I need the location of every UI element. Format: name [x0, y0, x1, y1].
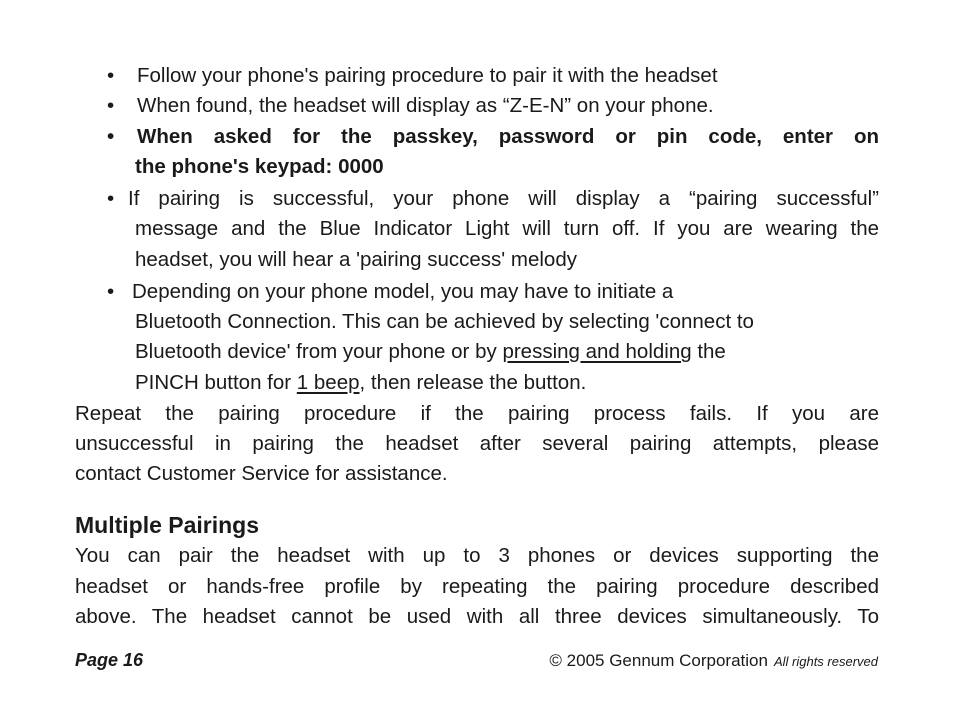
bullet-5-line-1: Depending on your phone model, you may have to initiate a	[132, 280, 674, 303]
page-number: Page 16	[75, 650, 144, 670]
bullet-marker: •	[107, 94, 115, 117]
bullet-3-line-1: When asked for the passkey, password or pin code, enter on	[137, 125, 879, 148]
bullet-3-line-2: the phone's keypad: 0000	[135, 155, 384, 178]
underlined-phrase: pressing and holding	[502, 340, 692, 363]
bullet-marker: •	[107, 187, 115, 210]
section-heading: Multiple Pairings	[75, 512, 260, 538]
bullet-2-text: When found, the headset will display as “Z-E-N” on your phone.	[137, 94, 714, 117]
repeat-paragraph-line-3: contact Customer Service for assistance.	[75, 462, 448, 485]
copyright-notice	[549, 651, 878, 671]
bullet-5-line-3	[135, 337, 726, 367]
section-paragraph-line-2: headset or hands-free profile by repeating the pairing procedure described	[75, 575, 879, 598]
repeat-paragraph-line-2: unsuccessful in pairing the headset after several pairing attempts, please	[75, 432, 879, 455]
section-paragraph-line-1: You can pair the headset with up to 3 phones or devices supporting the	[75, 544, 879, 567]
bullet-5-line-4	[135, 368, 586, 398]
section-paragraph-line-3: above. The headset cannot be used with all three devices simultaneously. To	[75, 605, 879, 628]
text-run: , then release the button.	[359, 371, 587, 394]
bullet-1-text: Follow your phone's pairing procedure to pair it with the headset	[137, 64, 718, 87]
underlined-phrase: 1 beep	[296, 371, 360, 394]
bullet-5-line-2: Bluetooth Connection. This can be achieved by selecting 'connect to	[135, 310, 754, 333]
bullet-4-line-2: message and the Blue Indicator Light will turn off. If you are wearing the	[135, 217, 879, 240]
text-run: Bluetooth device' from your phone or by	[135, 340, 503, 363]
text-run: PINCH button for	[135, 371, 297, 394]
rights-reserved: All rights reserved	[773, 654, 878, 669]
copyright-text: © 2005 Gennum Corporation	[549, 651, 768, 670]
bullet-4-line-3: headset, you will hear a 'pairing success' melody	[135, 248, 577, 271]
bullet-4-line-1: If pairing is successful, your phone will display a “pairing successful”	[128, 187, 879, 210]
text-run: the	[691, 340, 726, 363]
bullet-marker: •	[107, 64, 115, 87]
repeat-paragraph-line-1: Repeat the pairing procedure if the pairing process fails. If you are	[75, 402, 879, 425]
bullet-marker: •	[107, 280, 115, 303]
bullet-marker: •	[107, 125, 115, 148]
